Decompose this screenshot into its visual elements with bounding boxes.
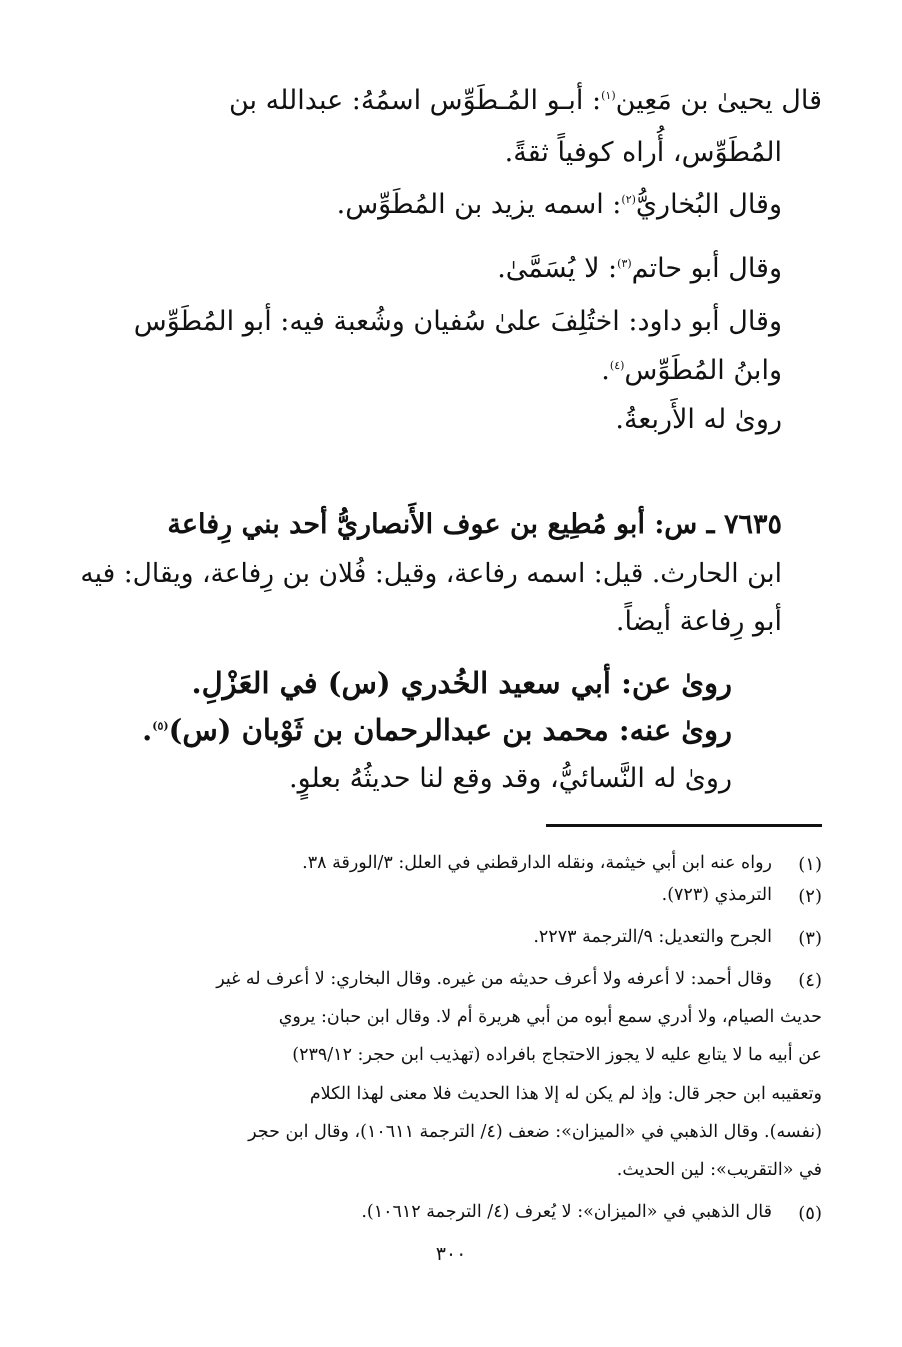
footnote-line: قال الذهبي في «الميزان»: لا يُعرف (٤/ الترجمة ١٠٦١٢). xyxy=(361,1202,772,1222)
footnote-ref: (٥) xyxy=(152,719,169,733)
main-text-line xyxy=(80,85,822,116)
footnote-ref: (٣) xyxy=(617,257,632,270)
main-text-line: روىٰ له الأَربعةُ. xyxy=(615,404,782,435)
main-text-line xyxy=(601,355,782,386)
narrated-by-value: محمد بن عبدالرحمان بن ثَوْبان (س) xyxy=(168,713,609,747)
footnote-number: (١) xyxy=(798,854,822,875)
main-text-line: المُطَوِّس، أُراه كوفياً ثقةً. xyxy=(504,137,782,168)
footnote-number: (٥) xyxy=(798,1203,822,1224)
entry-text-line: أبو رِفاعة أيضاً. xyxy=(615,606,782,637)
text-run: وابنُ المُطَوِّس xyxy=(624,355,782,386)
footnote-line: الترمذي (٧٢٣). xyxy=(661,885,772,905)
entry-text-line: ابن الحارث. قيل: اسمه رفاعة، وقيل: فُلان بن رِفاعة، ويقال: فيه xyxy=(80,558,782,589)
footnote-number: (٢) xyxy=(798,886,822,907)
footnote-number: (٤) xyxy=(798,970,822,991)
text-run: : اسمه يزيد بن المُطَوِّس. xyxy=(336,189,622,220)
footnote-line: (نفسه). وقال الذهبي في «الميزان»: ضعف (٤/ الترجمة ١٠٦١١)، وقال ابن حجر xyxy=(248,1122,822,1142)
text-run: وقال البُخاريُّ xyxy=(635,189,782,220)
closing-line: روىٰ له النَّسائيُّ، وقد وقع لنا حديثُهُ بعلوٍ. xyxy=(289,763,732,794)
main-text-line xyxy=(337,189,782,220)
text-run: قال يحيىٰ بن مَعِين xyxy=(615,85,822,116)
text-run: . xyxy=(601,355,610,386)
page-number: ٣٠٠ xyxy=(435,1243,467,1265)
footnote-ref: (٤) xyxy=(609,359,625,372)
footnote-line: رواه عنه ابن أبي خيثمة، ونقله الدارقطني في العلل: ٣/الورقة ٣٨. xyxy=(302,853,772,873)
text-run: . xyxy=(142,713,153,747)
narrates-from-value: أبي سعيد الخُدري (س) في العَزْلِ. xyxy=(191,666,611,700)
footnote-line: وتعقيبه ابن حجر قال: وإذ لم يكن له إلا هذا الحديث فلا معنى لهذا الكلام xyxy=(309,1084,822,1104)
narrates-from-label: روىٰ عن: xyxy=(621,666,732,700)
narrates-from-line xyxy=(191,666,732,700)
narrated-by-label: روىٰ عنه: xyxy=(618,713,732,747)
footnote-line: الجرح والتعديل: ٩/الترجمة ٢٢٧٣. xyxy=(533,927,772,947)
footnote-line: حديث الصيام، ولا أدري سمع أبوه من أبي هريرة أم لا. وقال ابن حبان: يروي xyxy=(278,1007,822,1027)
main-text-line xyxy=(497,253,782,284)
narrated-by-line xyxy=(142,713,732,747)
footnote-divider xyxy=(546,824,822,827)
footnote-line: في «التقريب»: لين الحديث. xyxy=(616,1160,822,1180)
text-run: : لا يُسَمَّىٰ. xyxy=(497,253,618,284)
footnote-number: (٣) xyxy=(798,928,822,949)
text-run: وقال أبو حاتم xyxy=(631,253,782,284)
footnote-ref: (١) xyxy=(601,89,616,102)
entry-heading-line: ٧٦٣٥ ـ س: أبو مُطِيع بن عوف الأَنصاريُّ أحد بني رِفاعة xyxy=(167,509,782,540)
footnote-line: وقال أحمد: لا أعرفه ولا أعرف حديثه من غيره. وقال البخاري: لا أعرف له غير xyxy=(216,969,772,989)
main-text-line: وقال أبو داود: اختُلِفَ علىٰ سُفيان وشُعبة فيه: أبو المُطَوِّس xyxy=(133,306,782,337)
footnote-ref: (٢) xyxy=(621,193,636,206)
text-run: : أبـو المُـطَوِّس اسمُهُ: عبدالله بن xyxy=(228,85,602,116)
footnote-line: عن أبيه ما لا يتابع عليه لا يجوز الاحتجاج بافراده (تهذيب ابن حجر: ٢٣٩/١٢) xyxy=(292,1045,822,1065)
